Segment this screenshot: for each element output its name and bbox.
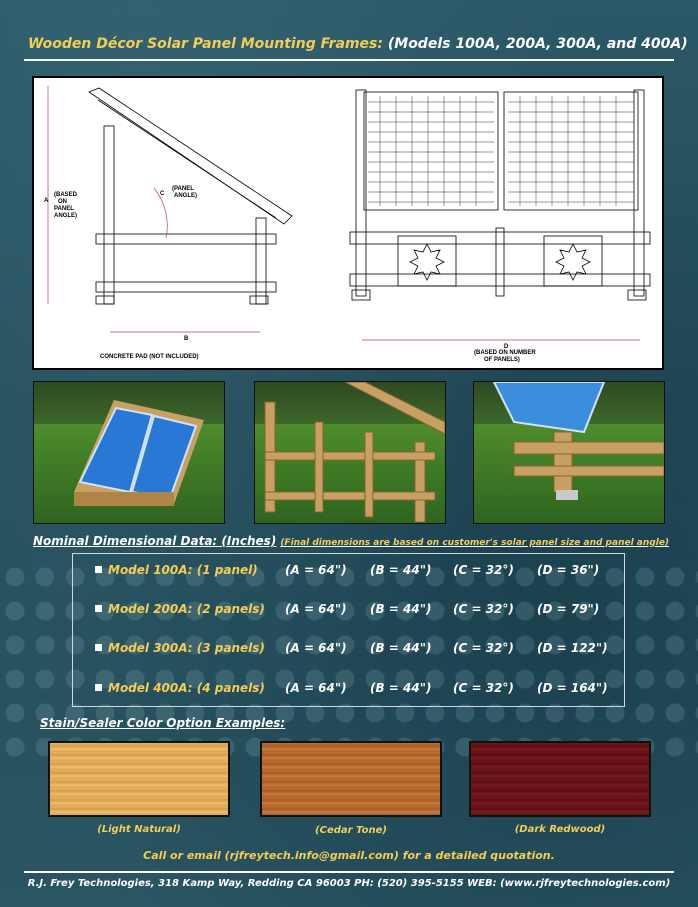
photo-frame-corner-detail (473, 381, 665, 524)
table-row (95, 641, 608, 657)
dim-d-value: (D = 36") (537, 563, 600, 577)
bottom-divider (24, 871, 674, 873)
company-footer: R.J. Frey Technologies, 318 Kamp Way, Redding CA 96003 PH: (520) 395-5155 WEB: (www.rjfreytechnologies.com) (27, 878, 671, 889)
dim-a-note-2: ON (58, 199, 67, 205)
table-row (95, 563, 600, 579)
dim-c-value: (C = 32°) (453, 641, 514, 655)
photo-frame-side-view (254, 381, 446, 524)
dim-b-value: (B = 44") (370, 681, 432, 695)
dim-b-value: (B = 44") (370, 563, 432, 577)
photo-2-illustration (255, 382, 445, 523)
page-title (28, 36, 688, 52)
photo-1-illustration (34, 382, 224, 523)
dim-a-value: (A = 64") (285, 563, 347, 577)
frame-dimension-drawing (32, 76, 664, 370)
swatch-dark-redwood (469, 741, 651, 817)
dim-b-label: B (184, 336, 189, 342)
swatch-label-cedar-tone: (Cedar Tone) (315, 825, 387, 836)
model-label: Model 400A: (4 panels) (108, 681, 265, 695)
dimensions-note: (Final dimensions are based on customer's solar panel size and panel angle) (280, 538, 670, 548)
dim-a-value: (A = 64") (285, 641, 347, 655)
dim-a-note-1: (BASED (54, 192, 78, 198)
dim-d-value: (D = 122") (537, 641, 608, 655)
swatch-label-light-natural: (Light Natural) (97, 824, 181, 835)
dim-d-note-2: OF PANELS) (484, 357, 520, 363)
dim-b-value: (B = 44") (370, 641, 432, 655)
dim-c-label: C (160, 191, 165, 197)
model-label: Model 100A: (1 panel) (108, 563, 258, 577)
dim-d-value: (D = 164") (537, 681, 608, 695)
dim-d-note-1: (BASED ON NUMBER (474, 350, 536, 356)
dim-c-value: (C = 32°) (453, 563, 514, 577)
swatch-cedar-tone (260, 741, 442, 817)
photo-solar-panels-on-frame (33, 381, 225, 524)
dim-a-value: (A = 64") (285, 602, 347, 616)
dimensions-title: Nominal Dimensional Data: (Inches) (33, 534, 277, 548)
stain-options-heading: Stain/Sealer Color Option Examples: (40, 716, 286, 730)
photo-3-illustration (474, 382, 664, 523)
dim-b-value: (B = 44") (370, 602, 432, 616)
bullet-icon (95, 566, 102, 573)
concrete-pad-label: CONCRETE PAD (NOT INCLUDED) (100, 354, 199, 360)
dimensions-heading (33, 534, 669, 548)
dim-a-label: A (44, 198, 49, 204)
contact-line: Call or email (rjfreytech.info@gmail.com) for a detailed quotation. (143, 849, 555, 862)
swatch-label-dark-redwood: (Dark Redwood) (514, 824, 606, 835)
top-divider (24, 59, 674, 61)
dim-d-value: (D = 79") (537, 602, 600, 616)
table-row (95, 602, 600, 618)
model-label: Model 300A: (3 panels) (108, 641, 265, 655)
title-models-heading: Wooden Décor Solar Panel Mounting Frames: (28, 36, 383, 52)
dim-a-note-3: PANEL (54, 206, 74, 212)
dimensions-table (72, 553, 625, 707)
dim-c-value: (C = 32°) (453, 681, 514, 695)
dim-c-note-2: ANGLE) (174, 193, 197, 199)
bullet-icon (95, 605, 102, 612)
table-row (95, 681, 608, 697)
swatch-light-natural (48, 741, 230, 817)
bullet-icon (95, 684, 102, 691)
dim-a-note-4: ANGLE) (54, 213, 77, 219)
dim-d-label: D (504, 344, 509, 350)
dim-c-note-1: (PANEL (172, 186, 194, 192)
drawing-svg (34, 78, 662, 368)
bullet-icon (95, 644, 102, 651)
dim-a-value: (A = 64") (285, 681, 347, 695)
title-models-list: (Models 100A, 200A, 300A, and 400A) (387, 36, 688, 52)
model-label: Model 200A: (2 panels) (108, 602, 265, 616)
drawing-labels (44, 186, 536, 363)
dim-c-value: (C = 32°) (453, 602, 514, 616)
